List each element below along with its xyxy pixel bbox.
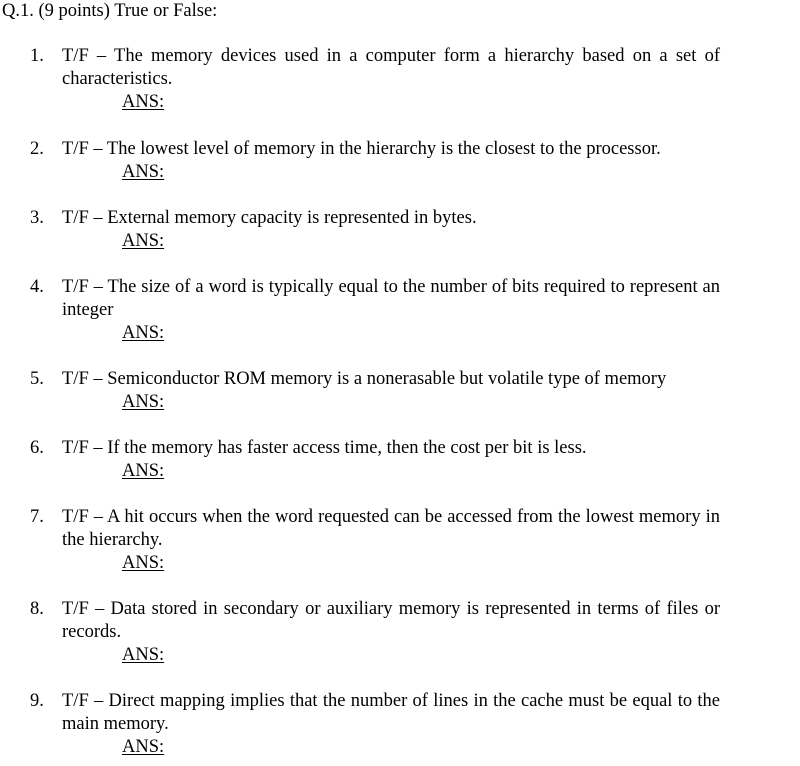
question-text: T/F – A hit occurs when the word requested can be accessed from the lowest memory in the hierarchy. xyxy=(62,507,720,550)
question-text: T/F – The lowest level of memory in the hierarchy is the closest to the processor. xyxy=(62,139,661,159)
question-text: T/F – Data stored in secondary or auxiliary memory is represented in terms of files or records. xyxy=(62,599,720,642)
answer-label: ANS: xyxy=(122,92,165,112)
question-number: 1. xyxy=(30,46,44,66)
question-text: T/F – Direct mapping implies that the number of lines in the cache must be equal to the main memory. xyxy=(62,691,720,734)
question-number: 6. xyxy=(30,438,44,458)
question-text: T/F – External memory capacity is represented in bytes. xyxy=(62,208,477,228)
answer-label: ANS: xyxy=(122,461,165,481)
answer-label: ANS: xyxy=(122,323,165,343)
answer-label: ANS: xyxy=(122,645,165,665)
answer-label: ANS: xyxy=(122,737,165,757)
question-number: 5. xyxy=(30,369,44,389)
question-number: 7. xyxy=(30,507,44,527)
question-text: T/F – If the memory has faster access time, then the cost per bit is less. xyxy=(62,438,587,458)
question-number: 3. xyxy=(30,208,44,228)
answer-label: ANS: xyxy=(122,553,165,573)
answer-label: ANS: xyxy=(122,162,165,182)
answer-label: ANS: xyxy=(122,392,165,412)
question-number: 2. xyxy=(30,139,44,159)
question-number: 4. xyxy=(30,277,44,297)
question-number: 8. xyxy=(30,599,44,619)
question-text: T/F – Semiconductor ROM memory is a nonerasable but volatile type of memory xyxy=(62,369,667,389)
question-number: 9. xyxy=(30,691,44,711)
question-header: Q.1. (9 points) True or False: xyxy=(2,1,218,21)
question-text: T/F – The memory devices used in a computer form a hierarchy based on a set of characteristics. xyxy=(62,46,720,89)
question-text: T/F – The size of a word is typically equal to the number of bits required to represent an integer xyxy=(62,277,720,320)
answer-label: ANS: xyxy=(122,231,165,251)
